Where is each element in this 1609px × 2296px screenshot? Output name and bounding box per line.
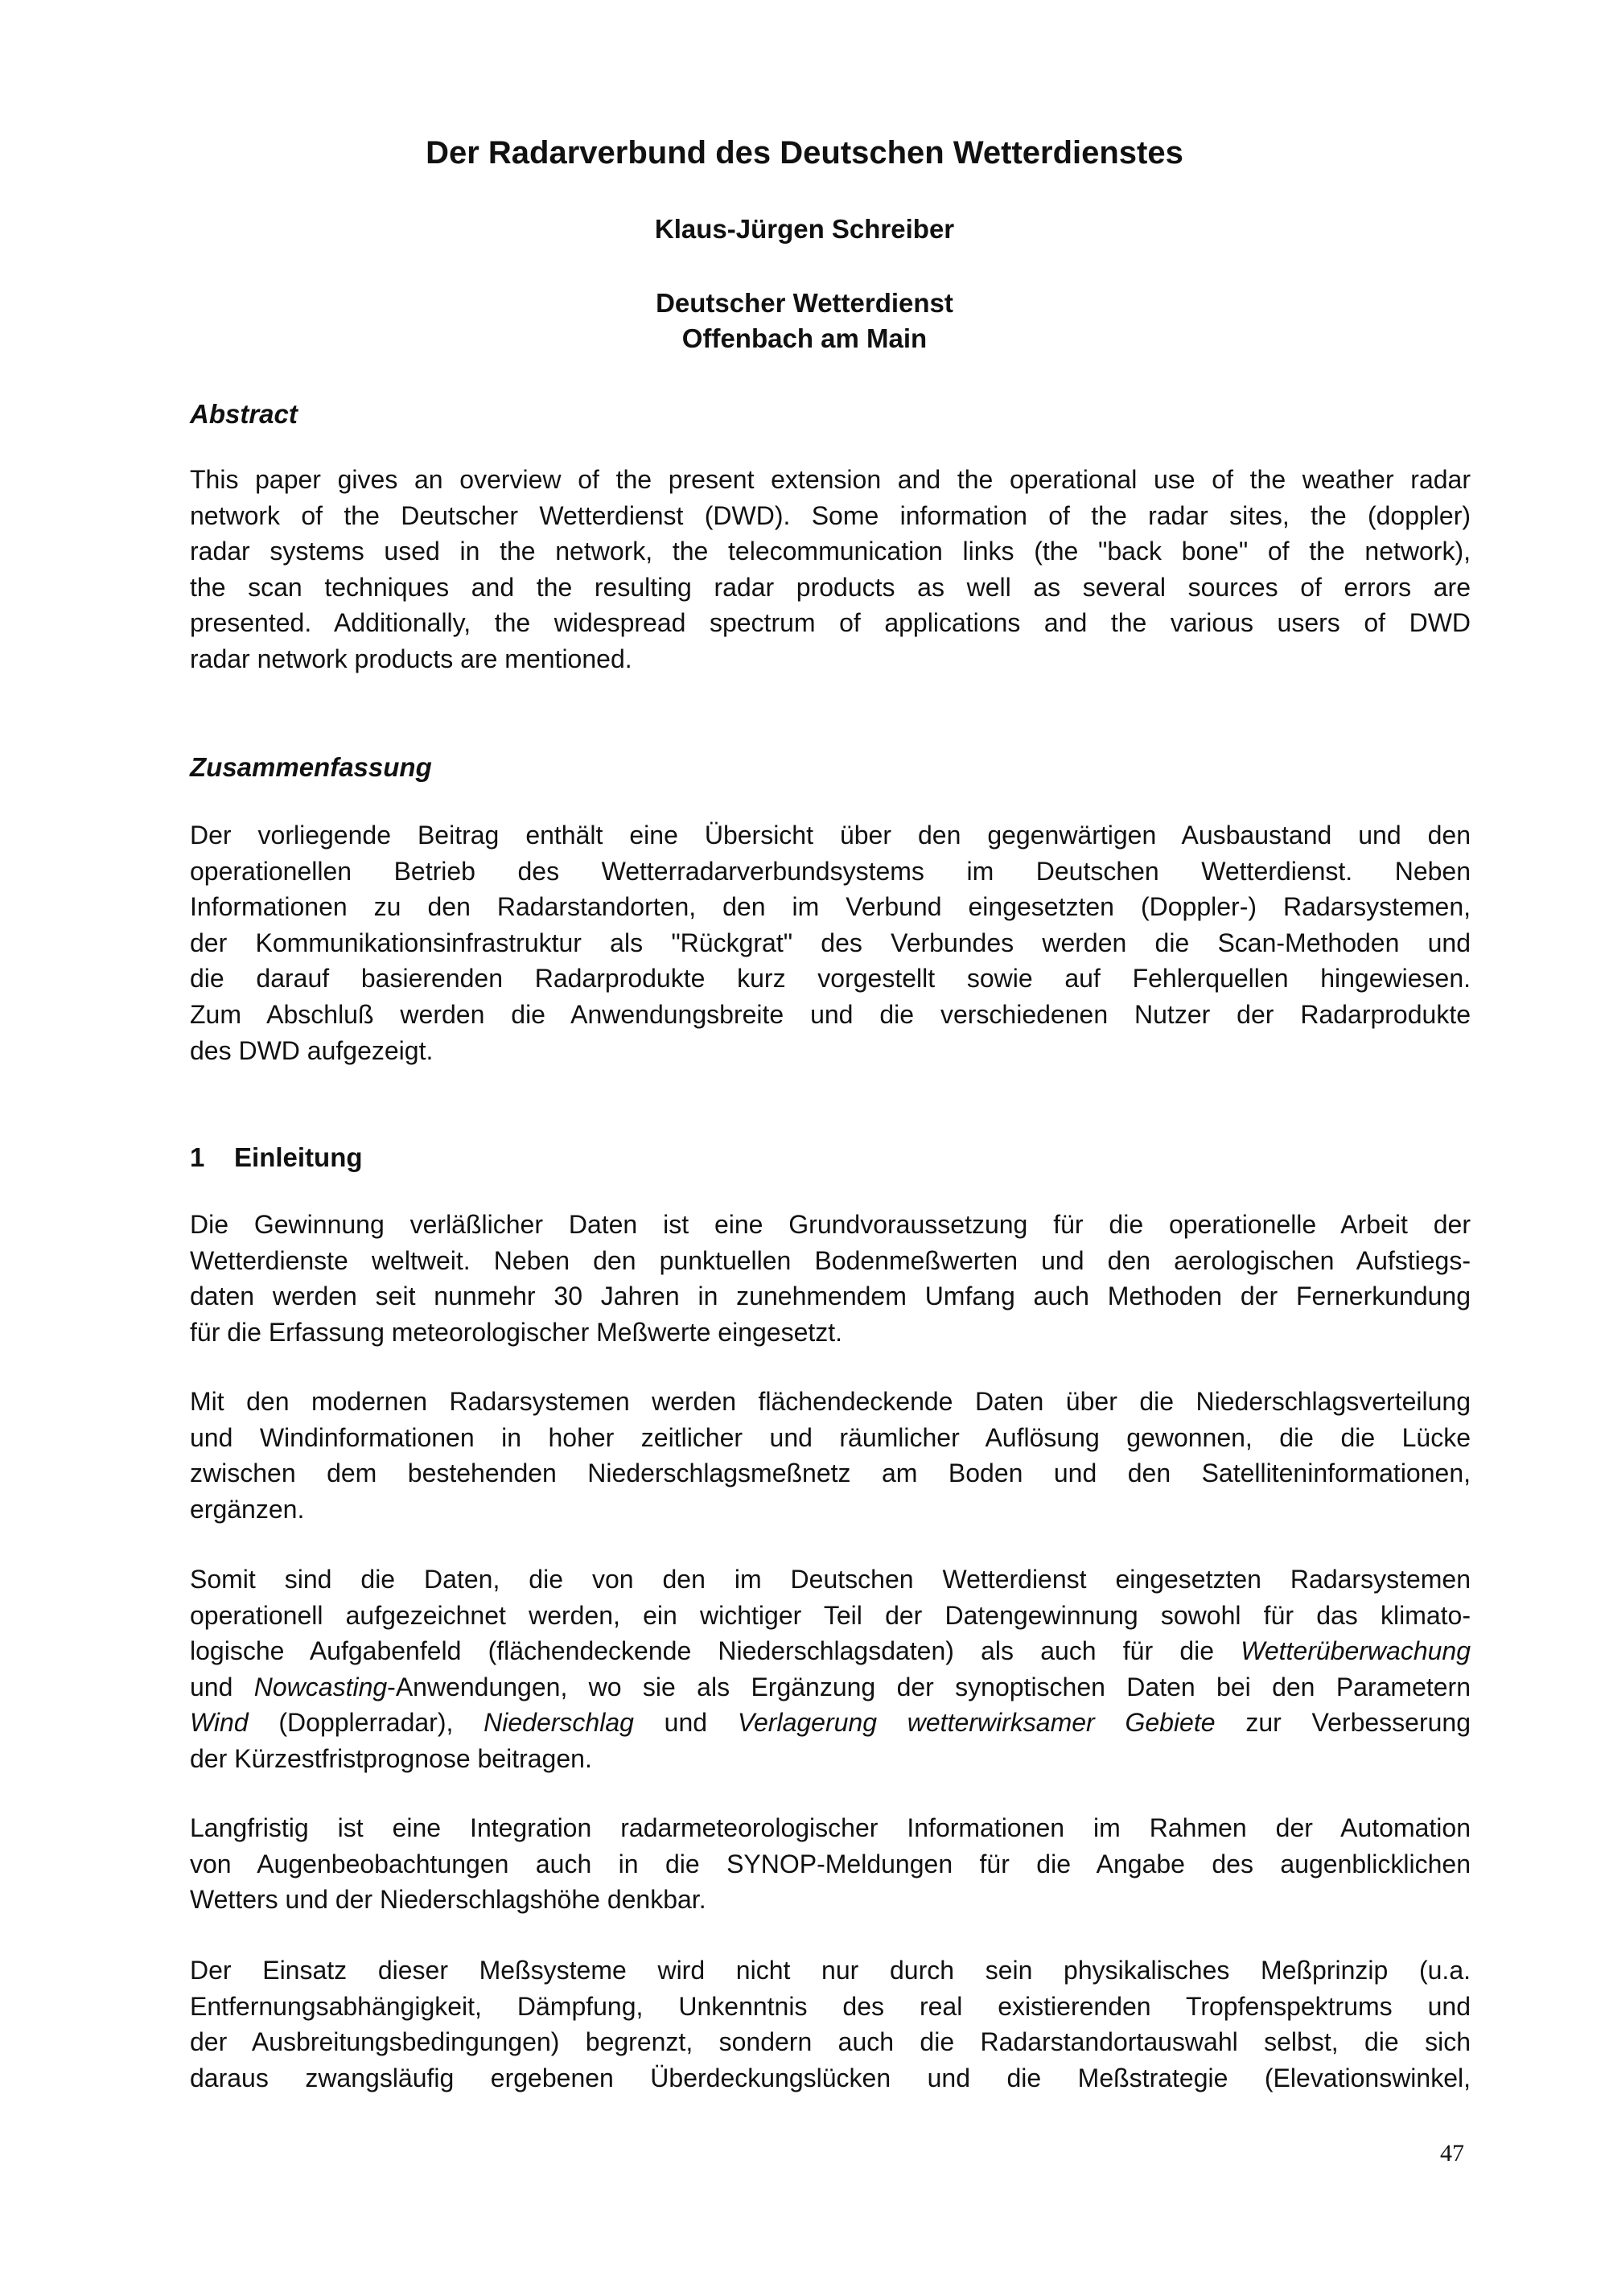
body-paragraph (190, 1384, 1471, 1527)
italic-text: Wind (190, 1708, 249, 1738)
italic-text: Verlagerung wetterwirksamer Gebiete (737, 1708, 1216, 1738)
text-segment: operationellen Betrieb des Wetterradarverbundsystems im Deutschen Wetterdienst. Neben (190, 856, 1471, 886)
text-segment: und Windinformationen in hoher zeitlicher und räumlicher Auflösung gewonnen, die die Lücke (190, 1422, 1471, 1452)
text-segment: der Ausbreitungsbedingungen) begrenzt, sondern auch die Radarstandortauswahl selbst, die sich (190, 2027, 1471, 2057)
text-segment: der Kommunikationsinfrastruktur als "Rückgrat" des Verbundes werden die Scan-Methoden und (190, 928, 1471, 957)
text-line (190, 498, 1471, 534)
author-name: Klaus-Jürgen Schreiber (654, 214, 955, 244)
text-line (190, 1741, 1471, 1777)
abstract-paragraph (190, 462, 1471, 677)
section-heading-einleitung: 1 Einleitung (190, 1142, 363, 1172)
text-segment: Informationen zu den Radarstandorten, den im Verbund eingesetzten (Doppler-) Radarsystemen, (190, 892, 1471, 922)
text-segment: für die Erfassung meteorologischer Meßwerte eingesetzt. (190, 1317, 843, 1347)
text-segment: This paper gives an overview of the present extension and the operational use of the weather radar (190, 465, 1471, 494)
text-segment: und (633, 1708, 738, 1738)
text-line (190, 961, 1471, 997)
text-line (190, 1033, 1471, 1069)
text-segment: logische Aufgabenfeld (flächendeckende Niederschlagsdaten) als auch für die (190, 1636, 1241, 1666)
paper-title: Der Radarverbund des Deutschen Wetterdienstes (426, 135, 1183, 171)
text-line (190, 1952, 1471, 1989)
text-line (190, 605, 1471, 641)
text-line (190, 889, 1471, 925)
text-segment: zur Verbesserung (1215, 1708, 1471, 1738)
text-line (190, 2060, 1471, 2096)
text-line (190, 1384, 1471, 1420)
text-segment: und (190, 1672, 254, 1701)
text-line (190, 2024, 1471, 2060)
text-line (190, 1455, 1471, 1492)
text-line (190, 641, 1471, 677)
italic-text: Wetterüberwachung (1241, 1636, 1471, 1666)
text-segment: Die Gewinnung verläßlicher Daten ist eine Grundvoraussetzung für die operationelle Arbeit der (190, 1210, 1471, 1239)
text-segment: network of the Deutscher Wetterdienst (DWD). Some information of the radar sites, the (doppler) (190, 500, 1471, 530)
text-segment: die darauf basierenden Radarprodukte kurz vorgestellt sowie auf Fehlerquellen hingewiesen. (190, 964, 1471, 994)
text-segment: des DWD aufgezeigt. (190, 1035, 434, 1065)
italic-text: Nowcasting (253, 1672, 388, 1701)
text-segment: daten werden seit nunmehr 30 Jahren in zunehmendem Umfang auch Methoden der Fernerkundung (190, 1282, 1471, 1311)
text-segment: Wetters und der Niederschlagshöhe denkbar. (190, 1885, 706, 1915)
zusammenfassung-paragraph (190, 817, 1471, 1068)
text-segment: von Augenbeobachtungen auch in die SYNOP-Meldungen für die Angabe des augenblicklichen (190, 1849, 1471, 1878)
text-line (190, 854, 1471, 890)
body-paragraph (190, 1207, 1471, 1350)
text-line (190, 1315, 1471, 1351)
text-line (190, 1846, 1471, 1882)
text-line (190, 925, 1471, 961)
body-paragraph (190, 1562, 1471, 1777)
text-segment: Wetterdienste weltweit. Neben den punktuellen Bodenmeßwerten und den aerologischen Aufstiegs- (190, 1245, 1471, 1275)
text-line (190, 1669, 1471, 1706)
text-segment: radar systems used in the network, the telecommunication links (the "back bone" of the network), (190, 537, 1471, 566)
page-number: 47 (1440, 2140, 1464, 2166)
text-line (190, 570, 1471, 606)
text-line (190, 1420, 1471, 1456)
body-paragraph (190, 1810, 1471, 1918)
body-paragraph (190, 1952, 1471, 2096)
text-segment: (Dopplerradar), (248, 1708, 484, 1738)
zusammenfassung-heading: Zusammenfassung (190, 752, 432, 782)
text-segment: operationell aufgezeichnet werden, ein wichtiger Teil der Datengewinnung sowohl für das klimato- (190, 1600, 1471, 1630)
text-line (190, 817, 1471, 854)
text-segment: the scan techniques and the resulting radar products as well as several sources of errors are (190, 572, 1471, 602)
text-segment: radar network products are mentioned. (190, 644, 632, 673)
text-segment: Der vorliegende Beitrag enthält eine Übersicht über den gegenwärtigen Ausbaustand und den (190, 821, 1471, 850)
institution-city: Offenbach am Main (681, 323, 928, 353)
author-affiliation (0, 286, 1609, 356)
text-segment: daraus zwangsläufig ergebenen Überdeckungslücken und die Meßstrategie (Elevationswinkel, (190, 2063, 1471, 2092)
text-line (190, 1810, 1471, 1846)
text-line (190, 1705, 1471, 1741)
text-segment: Entfernungsabhängigkeit, Dämpfung, Unkenntnis des real existierenden Tropfenspektrums und (190, 1991, 1471, 2021)
abstract-heading: Abstract (190, 399, 298, 429)
text-line (190, 1243, 1471, 1279)
text-line (190, 997, 1471, 1033)
text-segment: Der Einsatz dieser Meßsysteme wird nicht nur durch sein physikalisches Meßprinzip (u.a. (190, 1956, 1471, 1985)
text-segment: Somit sind die Daten, die von den im Deutschen Wetterdienst eingesetzten Radarsystemen (190, 1565, 1471, 1594)
text-line (190, 1598, 1471, 1634)
text-line (190, 1278, 1471, 1315)
text-segment: Zum Abschluß werden die Anwendungsbreite und die verschiedenen Nutzer der Radarprodukte (190, 999, 1471, 1029)
text-line (190, 1989, 1471, 2025)
text-segment: zwischen dem bestehenden Niederschlagsmeßnetz am Boden und den Satelliteninformationen, (190, 1459, 1471, 1488)
text-segment: der Kürzestfristprognose beitragen. (190, 1743, 592, 1773)
text-segment: presented. Additionally, the widespread spectrum of applications and the various users of DWD (190, 608, 1471, 638)
text-segment: ergänzen. (190, 1494, 305, 1524)
text-line (190, 1633, 1471, 1669)
text-line (190, 533, 1471, 570)
text-line (190, 1492, 1471, 1528)
italic-text: Niederschlag (484, 1708, 634, 1738)
text-line (190, 1207, 1471, 1243)
text-segment: Mit den modernen Radarsystemen werden flächendeckende Daten über die Niederschlagsverteilung (190, 1387, 1471, 1416)
text-line (190, 462, 1471, 498)
institution-name: Deutscher Wetterdienst (656, 288, 953, 318)
text-line (190, 1882, 1471, 1918)
text-segment: Langfristig ist eine Integration radarmeteorologischer Informationen im Rahmen der Automation (190, 1813, 1471, 1842)
text-line (190, 1562, 1471, 1598)
text-segment: -Anwendungen, wo sie als Ergänzung der synoptischen Daten bei den Parametern (387, 1672, 1471, 1701)
